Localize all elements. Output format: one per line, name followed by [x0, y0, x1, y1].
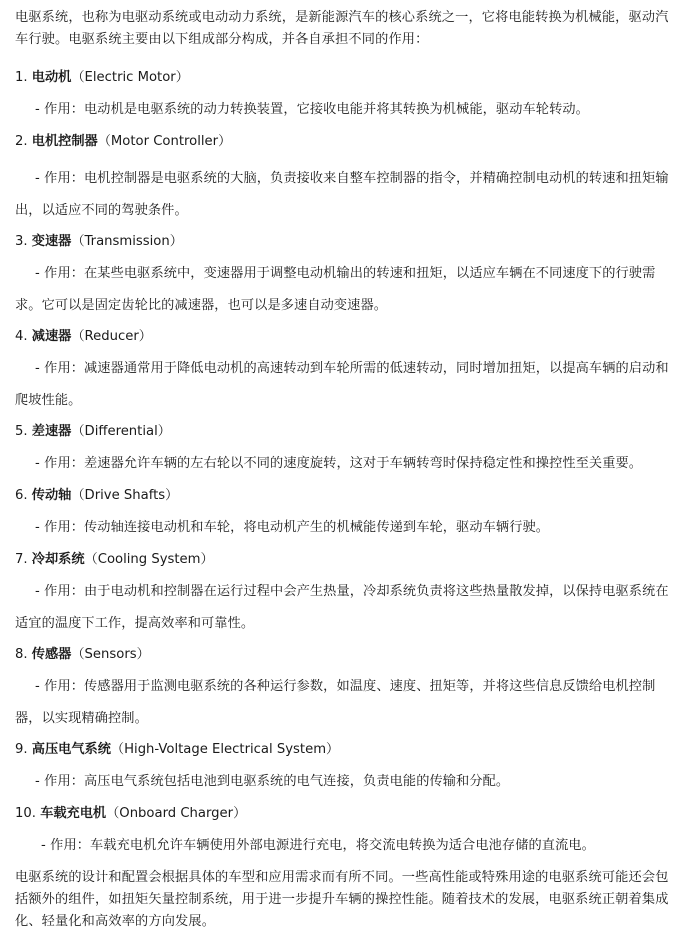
item-title-en: （Transmission） [71, 234, 183, 249]
item-title: 车载充电机 [40, 806, 107, 821]
item-number: 1. [15, 70, 28, 85]
item-description [15, 258, 680, 322]
item-description-text: - 作用：减速器通常用于降低电动机的高速转动到车轮所需的低速转动，同时增加扭矩，以提高车辆的启动和爬坡性能。 [15, 361, 669, 408]
intro-paragraph: 电驱系统，也称为电驱动系统或电动动力系统，是新能源汽车的核心系统之一，它将电能转换为机械能，驱动汽车行驶。电驱系统主要由以下组成部分构成，并各自承担不同的作用： [15, 10, 669, 47]
list-item [15, 131, 680, 227]
list-item [15, 421, 680, 475]
item-heading [15, 549, 680, 571]
list-item [15, 549, 680, 640]
item-description [15, 671, 680, 735]
item-description-text: - 作用：传动轴连接电动机和车轮，将电动机产生的机械能传递到车轮，驱动车辆行驶。 [35, 520, 550, 535]
item-title-en: （Sensors） [71, 647, 150, 662]
list-item [15, 231, 680, 322]
item-title: 差速器 [31, 424, 72, 439]
item-number: 3. [15, 234, 28, 249]
item-title: 高压电气系统 [31, 742, 111, 757]
item-title: 冷却系统 [31, 552, 85, 567]
item-heading [15, 644, 680, 666]
item-number: 8. [15, 647, 28, 662]
item-heading [15, 803, 680, 825]
item-title: 减速器 [31, 329, 72, 344]
list-item [15, 67, 680, 121]
item-number: 6. [15, 488, 28, 503]
item-description-text: - 作用：传感器用于监测电驱系统的各种运行参数，如温度、速度、扭矩等，并将这些信息反馈给电机控制器，以实现精确控制。 [15, 679, 656, 726]
list-item [15, 485, 680, 539]
item-description-text: - 作用：车载充电机允许车辆使用外部电源进行充电，将交流电转换为适合电池存储的直流电。 [41, 838, 595, 853]
list-item [15, 739, 680, 793]
item-number: 10. [15, 806, 36, 821]
item-number: 4. [15, 329, 28, 344]
item-description [15, 517, 680, 539]
item-title-en: （Differential） [71, 424, 171, 439]
item-heading [15, 67, 680, 89]
item-description-text: - 作用：高压电气系统包括电池到电驱系统的电气连接，负责电能的传输和分配。 [35, 774, 510, 789]
item-description [15, 99, 680, 121]
item-title: 传动轴 [31, 488, 72, 503]
document-body [15, 7, 680, 933]
item-title-en: （Electric Motor） [71, 70, 189, 85]
item-heading [15, 739, 680, 761]
item-title: 电动机 [31, 70, 72, 85]
item-heading [15, 326, 680, 348]
item-description-text: - 作用：在某些电驱系统中，变速器用于调整电动机输出的转速和扭矩，以适应车辆在不同速度下的行驶需求。它可以是固定齿轮比的减速器，也可以是多速自动变速器。 [15, 266, 656, 313]
item-title-en: （Drive Shafts） [71, 488, 179, 503]
item-title-en: （Motor Controller） [97, 134, 232, 149]
item-description-text: - 作用：电动机是电驱系统的动力转换装置，它接收电能并将其转换为机械能，驱动车轮转动。 [35, 102, 589, 117]
item-description [15, 771, 680, 793]
item-description-text: - 作用：由于电动机和控制器在运行过程中会产生热量，冷却系统负责将这些热量散发掉，以保持电驱系统在适宜的温度下工作，提高效率和可靠性。 [15, 584, 669, 631]
list-item [15, 326, 680, 417]
item-title-en: （Onboard Charger） [106, 806, 247, 821]
item-title: 电机控制器 [31, 134, 98, 149]
item-description-text: - 作用：电机控制器是电驱系统的大脑，负责接收来自整车控制器的指令，并精确控制电动机的转速和扭矩输出，以适应不同的驾驶条件。 [15, 171, 669, 218]
item-description [15, 835, 680, 857]
item-description [15, 353, 680, 417]
item-heading [15, 131, 680, 153]
item-description-text: - 作用：差速器允许车辆的左右轮以不同的速度旋转，这对于车辆转弯时保持稳定性和操控性至关重要。 [35, 456, 643, 471]
item-title-en: （Cooling System） [84, 552, 214, 567]
item-title-en: （Reducer） [71, 329, 152, 344]
component-list [15, 67, 680, 857]
item-description [15, 163, 680, 227]
item-description [15, 453, 680, 475]
item-title-en: （High-Voltage Electrical System） [110, 742, 340, 757]
item-number: 2. [15, 134, 28, 149]
item-title: 变速器 [31, 234, 72, 249]
item-heading [15, 231, 680, 253]
list-item [15, 803, 680, 857]
item-number: 9. [15, 742, 28, 757]
list-item [15, 644, 680, 735]
item-number: 5. [15, 424, 28, 439]
item-heading [15, 485, 680, 507]
item-heading [15, 421, 680, 443]
summary-paragraph: 电驱系统的设计和配置会根据具体的车型和应用需求而有所不同。一些高性能或特殊用途的电驱系统可能还会包括额外的组件，如扭矩矢量控制系统，用于进一步提升车辆的操控性能。随着技术的发展，电驱系统正朝着集成化、轻量化和高效率的方向发展。 [15, 870, 669, 929]
item-number: 7. [15, 552, 28, 567]
item-title: 传感器 [31, 647, 72, 662]
item-description [15, 576, 680, 640]
